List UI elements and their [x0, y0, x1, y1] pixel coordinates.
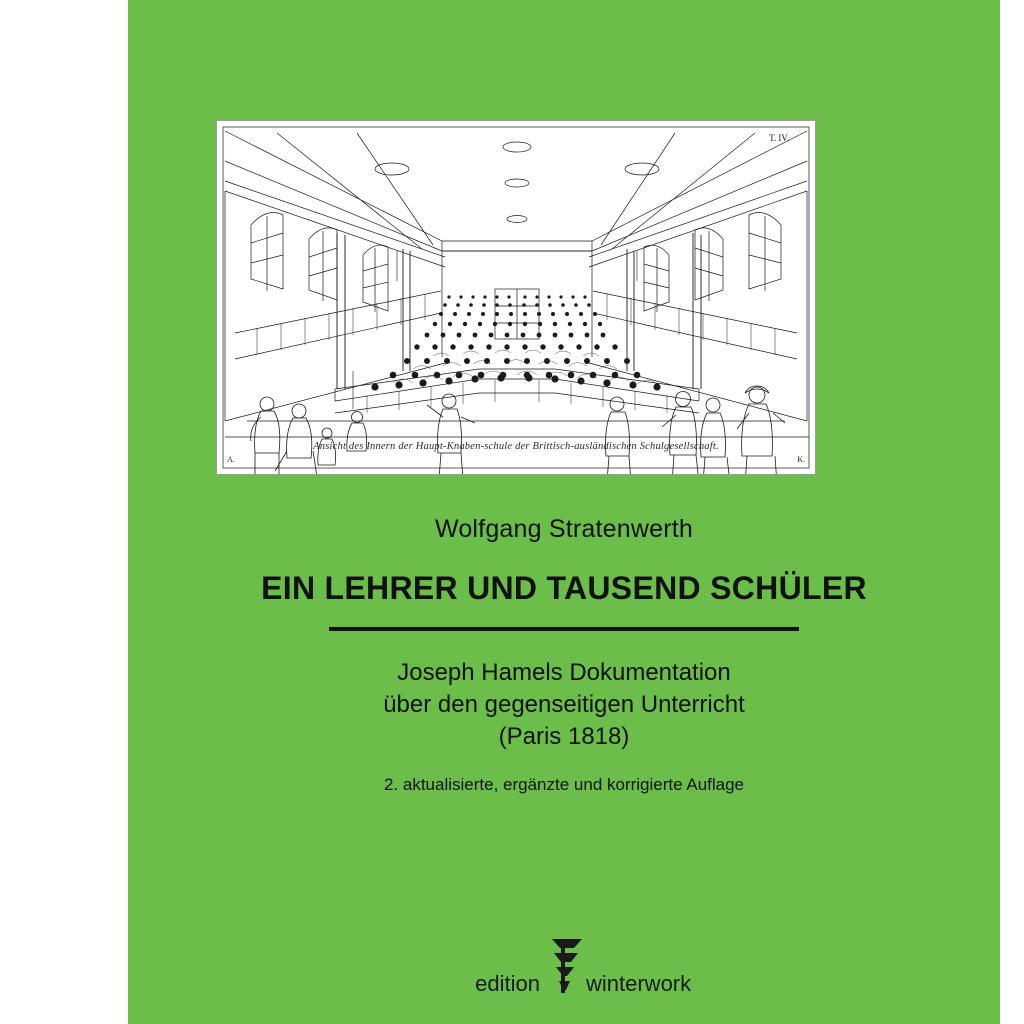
title-divider — [329, 627, 799, 631]
publisher-logo — [128, 937, 1000, 1004]
illustration-caption: Ansicht des Innern der Haupt-Knaben-schule der Brittisch-ausländischen Schulgesellschaft. — [313, 441, 719, 452]
book-title: EIN LEHRER UND TAUSEND SCHÜLER — [261, 570, 867, 606]
cover-illustration — [216, 120, 816, 475]
edition-winterwork-logo — [414, 937, 714, 999]
publisher-name-part1: edition — [475, 971, 540, 996]
subtitle — [128, 657, 1000, 753]
plate-label: T. IV. — [769, 133, 789, 143]
subtitle-line-3: (Paris 1818) — [498, 723, 630, 751]
e-monogram-icon — [552, 939, 582, 993]
edition-note: 2. aktualisierte, ergänzte und korrigierte Auflage — [383, 775, 745, 795]
cover-background — [128, 0, 1024, 1024]
subtitle-line-1: Joseph Hamels Dokumentation — [397, 659, 731, 686]
book-page-edge — [1000, 0, 1024, 1024]
cover-text-block — [128, 515, 1000, 795]
plate-mark-left: A. — [227, 455, 235, 464]
publisher-name-part2: winterwork — [586, 971, 692, 996]
plate-mark-right: K. — [797, 455, 805, 464]
classroom-engraving — [217, 121, 815, 474]
author-name: Wolfgang Stratenwerth — [434, 515, 694, 543]
subtitle-line-2: über den gegenseitigen Unterricht — [383, 691, 745, 719]
